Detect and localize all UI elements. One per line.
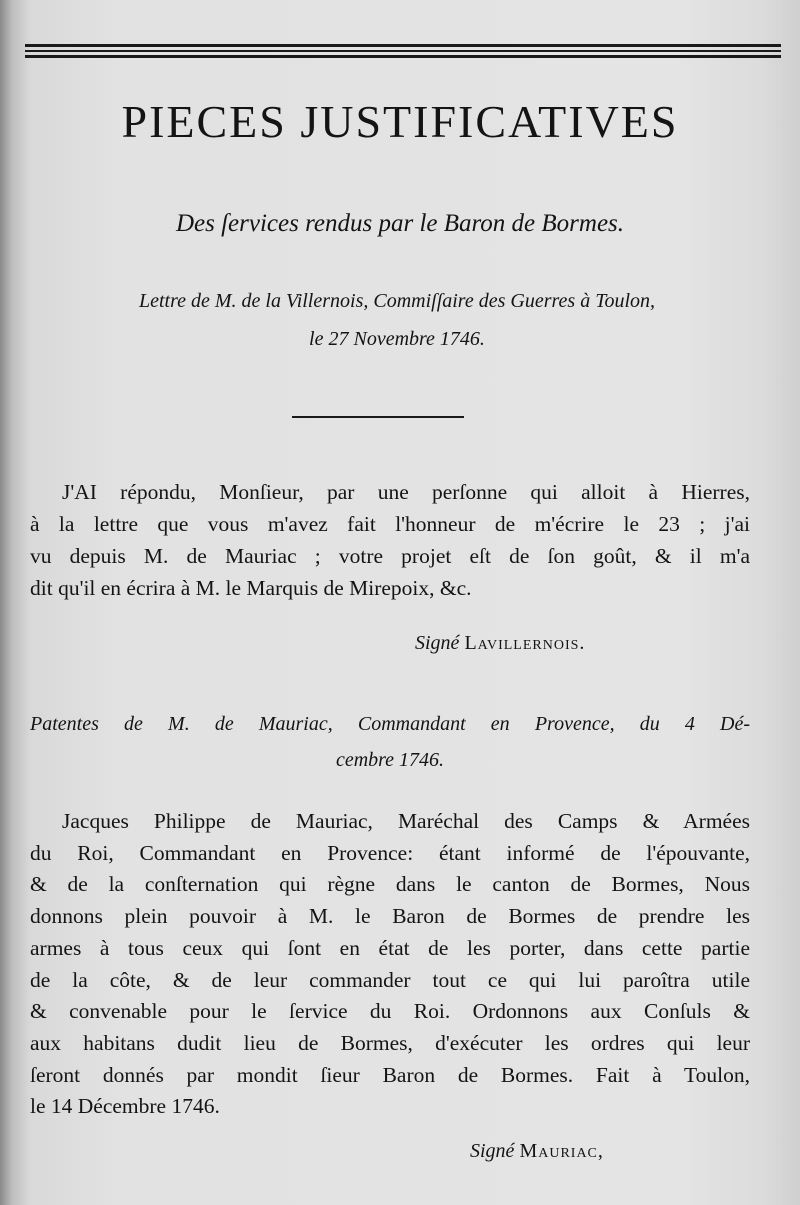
letter2-body-line: & de la conſternation qui règne dans le canton de Bormes, Nous bbox=[30, 872, 750, 897]
letter2-body-line: le 14 Décembre 1746. bbox=[30, 1094, 220, 1119]
letter1-body-line: dit qu'il en écrira à M. le Marquis de Mirepoix, &c. bbox=[30, 576, 472, 600]
letter1-body-line: J'AI répondu, Monſieur, par une perſonne qui alloit à Hierres, bbox=[62, 480, 750, 504]
top-double-rule bbox=[25, 44, 781, 58]
letter1-body-line: vu depuis M. de Mauriac ; votre projet eſt de ſon goût, & il m'a bbox=[30, 544, 750, 568]
letter1-signature bbox=[415, 632, 585, 655]
letter2-heading-line: Patentes de M. de Mauriac, Commandant en Provence, du 4 Dé- bbox=[30, 713, 750, 735]
letter1-body bbox=[30, 476, 750, 604]
letter2-signature bbox=[470, 1140, 604, 1163]
letter2-body-line: aux habitans dudit lieu de Bormes, d'exécuter les ordres qui leur bbox=[30, 1030, 750, 1055]
letter2-body-line: ſeront donnés par mondit ſieur Baron de Bormes. Fait à Toulon, bbox=[30, 1062, 750, 1087]
letter2-body-line: de la côte, & de leur commander tout ce qui lui paroîtra utile bbox=[30, 967, 750, 992]
letter2-body-line: donnons plein pouvoir à M. le Baron de Bormes de prendre les bbox=[30, 904, 750, 929]
letter2-body-line: & convenable pour le ſervice du Roi. Ordonnons aux Conſuls & bbox=[30, 999, 750, 1024]
signature-name: Lavillernois. bbox=[464, 632, 586, 654]
letter2-body-line: du Roi, Commandant en Provence: étant informé de l'épouvante, bbox=[30, 840, 750, 865]
letter1-heading-line: le 27 Novembre 1746. bbox=[309, 328, 485, 350]
letter2-heading-line: cembre 1746. bbox=[335, 749, 445, 771]
page-subtitle: Des ſervices rendus par le Baron de Bormes. bbox=[175, 210, 625, 237]
page-title: PIECES JUSTIFICATIVES bbox=[121, 96, 679, 147]
section-divider bbox=[292, 416, 464, 418]
signature-label: Signé bbox=[415, 632, 460, 654]
letter1-heading bbox=[32, 282, 762, 358]
letter1-heading-line: Lettre de M. de la Villernois, Commiſſaire des Guerres à Toulon, bbox=[138, 290, 656, 312]
signature-label: Signé bbox=[470, 1140, 515, 1162]
letter2-heading bbox=[30, 706, 750, 778]
letter2-body-line: armes à tous ceux qui ſont en état de les porter, dans cette partie bbox=[30, 935, 750, 960]
letter2-body-line: Jacques Philippe de Mauriac, Maréchal des Camps & Armées bbox=[62, 809, 750, 833]
letter1-body-line: à la lettre que vous m'avez fait l'honneur de m'écrire le 23 ; j'ai bbox=[30, 512, 750, 536]
letter2-body bbox=[30, 806, 750, 1123]
signature-name: Mauriac, bbox=[519, 1140, 604, 1162]
